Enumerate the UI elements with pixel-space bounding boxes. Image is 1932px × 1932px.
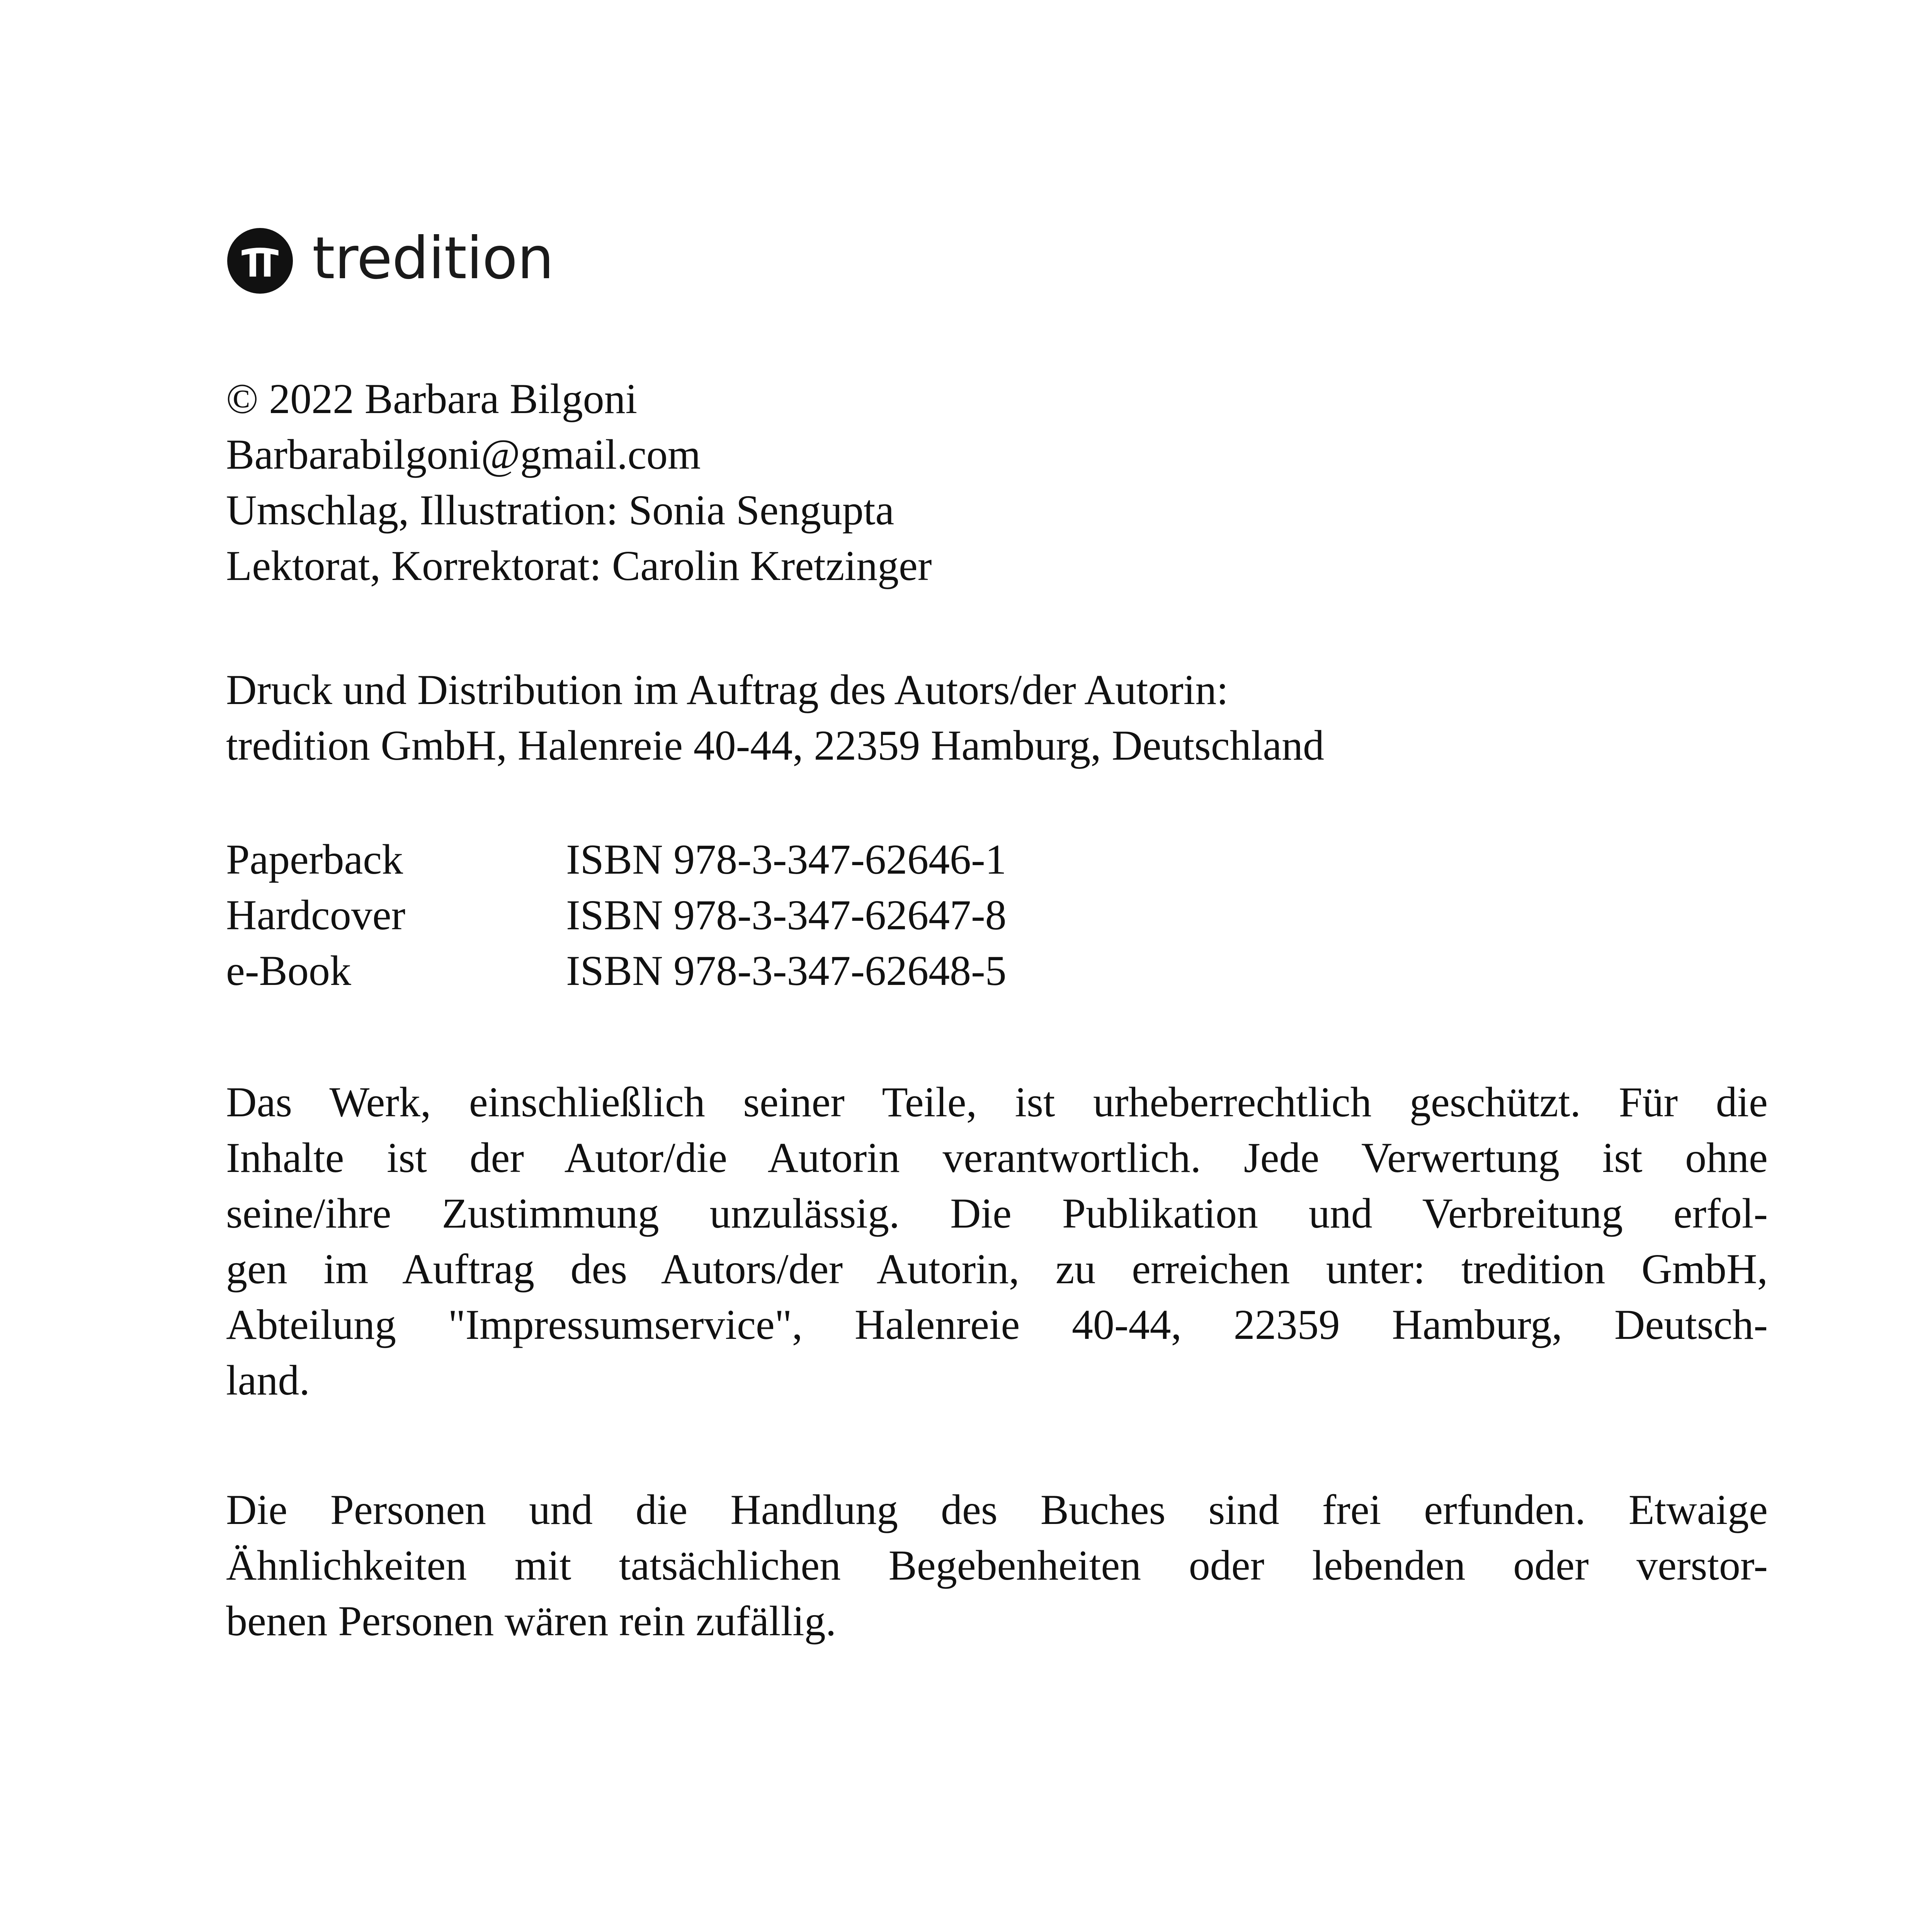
isbn-row-paperback: [226, 832, 1768, 887]
publisher-line-1: Druck und Distribution im Auftrag des Autors/der Autorin:: [226, 666, 1228, 713]
publisher-line-2: tredition GmbH, Halenreie 40-44, 22359 Hamburg, Deutschland: [226, 722, 1325, 769]
cover-credit: Umschlag, Illustration: Sonia Sengupta: [226, 486, 895, 534]
copyright-notice: [226, 1074, 1768, 1408]
disclaimer-line: benen Personen wären rein zufällig.: [226, 1597, 837, 1645]
fiction-disclaimer: [226, 1482, 1768, 1649]
isbn-row-hardcover: [226, 887, 1768, 943]
disclaimer-line: Ähnlichkeiten mit tatsächlichen Begebenheiten oder lebenden oder verstor-: [226, 1542, 1768, 1589]
notice-line: Das Werk, einschließlich seiner Teile, ist urheberrechtlich geschützt. Für die: [226, 1078, 1768, 1126]
editing-credit: Lektorat, Korrektorat: Carolin Kretzinger: [226, 542, 932, 589]
copyright-line: © 2022 Barbara Bilgoni: [226, 375, 638, 422]
author-email: Barbarabilgoni@gmail.com: [226, 431, 701, 478]
tredition-logo-icon: [227, 228, 293, 294]
notice-line: land.: [226, 1357, 310, 1404]
publisher-block: [226, 662, 1768, 773]
isbn-number: ISBN 978-3-347-62646-1: [566, 836, 1007, 883]
isbn-number: ISBN 978-3-347-62647-8: [566, 891, 1007, 939]
notice-line: Inhalte ist der Autor/die Autorin verantwortlich. Jede Verwertung ist ohne: [226, 1134, 1768, 1181]
logo-wordmark: tredition: [312, 225, 554, 292]
notice-line: gen im Auftrag des Autors/der Autorin, zu erreichen unter: tredition GmbH,: [226, 1245, 1768, 1293]
notice-line: Abteilung "Impressumservice", Halenreie 40-44, 22359 Hamburg, Deutsch-: [226, 1301, 1768, 1348]
disclaimer-line: Die Personen und die Handlung des Buches sind frei erfunden. Etwaige: [226, 1486, 1768, 1533]
isbn-row-ebook: [226, 943, 1768, 998]
publisher-logo: [227, 225, 554, 294]
isbn-format: Paperback: [226, 836, 403, 883]
credits-block: [226, 371, 1768, 594]
notice-line: seine/ihre Zustimmung unzulässig. Die Publikation und Verbreitung erfol-: [226, 1190, 1768, 1237]
isbn-format: Hardcover: [226, 891, 406, 939]
isbn-number: ISBN 978-3-347-62648-5: [566, 947, 1007, 994]
isbn-format: e-Book: [226, 947, 351, 994]
isbn-list: [226, 832, 1768, 998]
